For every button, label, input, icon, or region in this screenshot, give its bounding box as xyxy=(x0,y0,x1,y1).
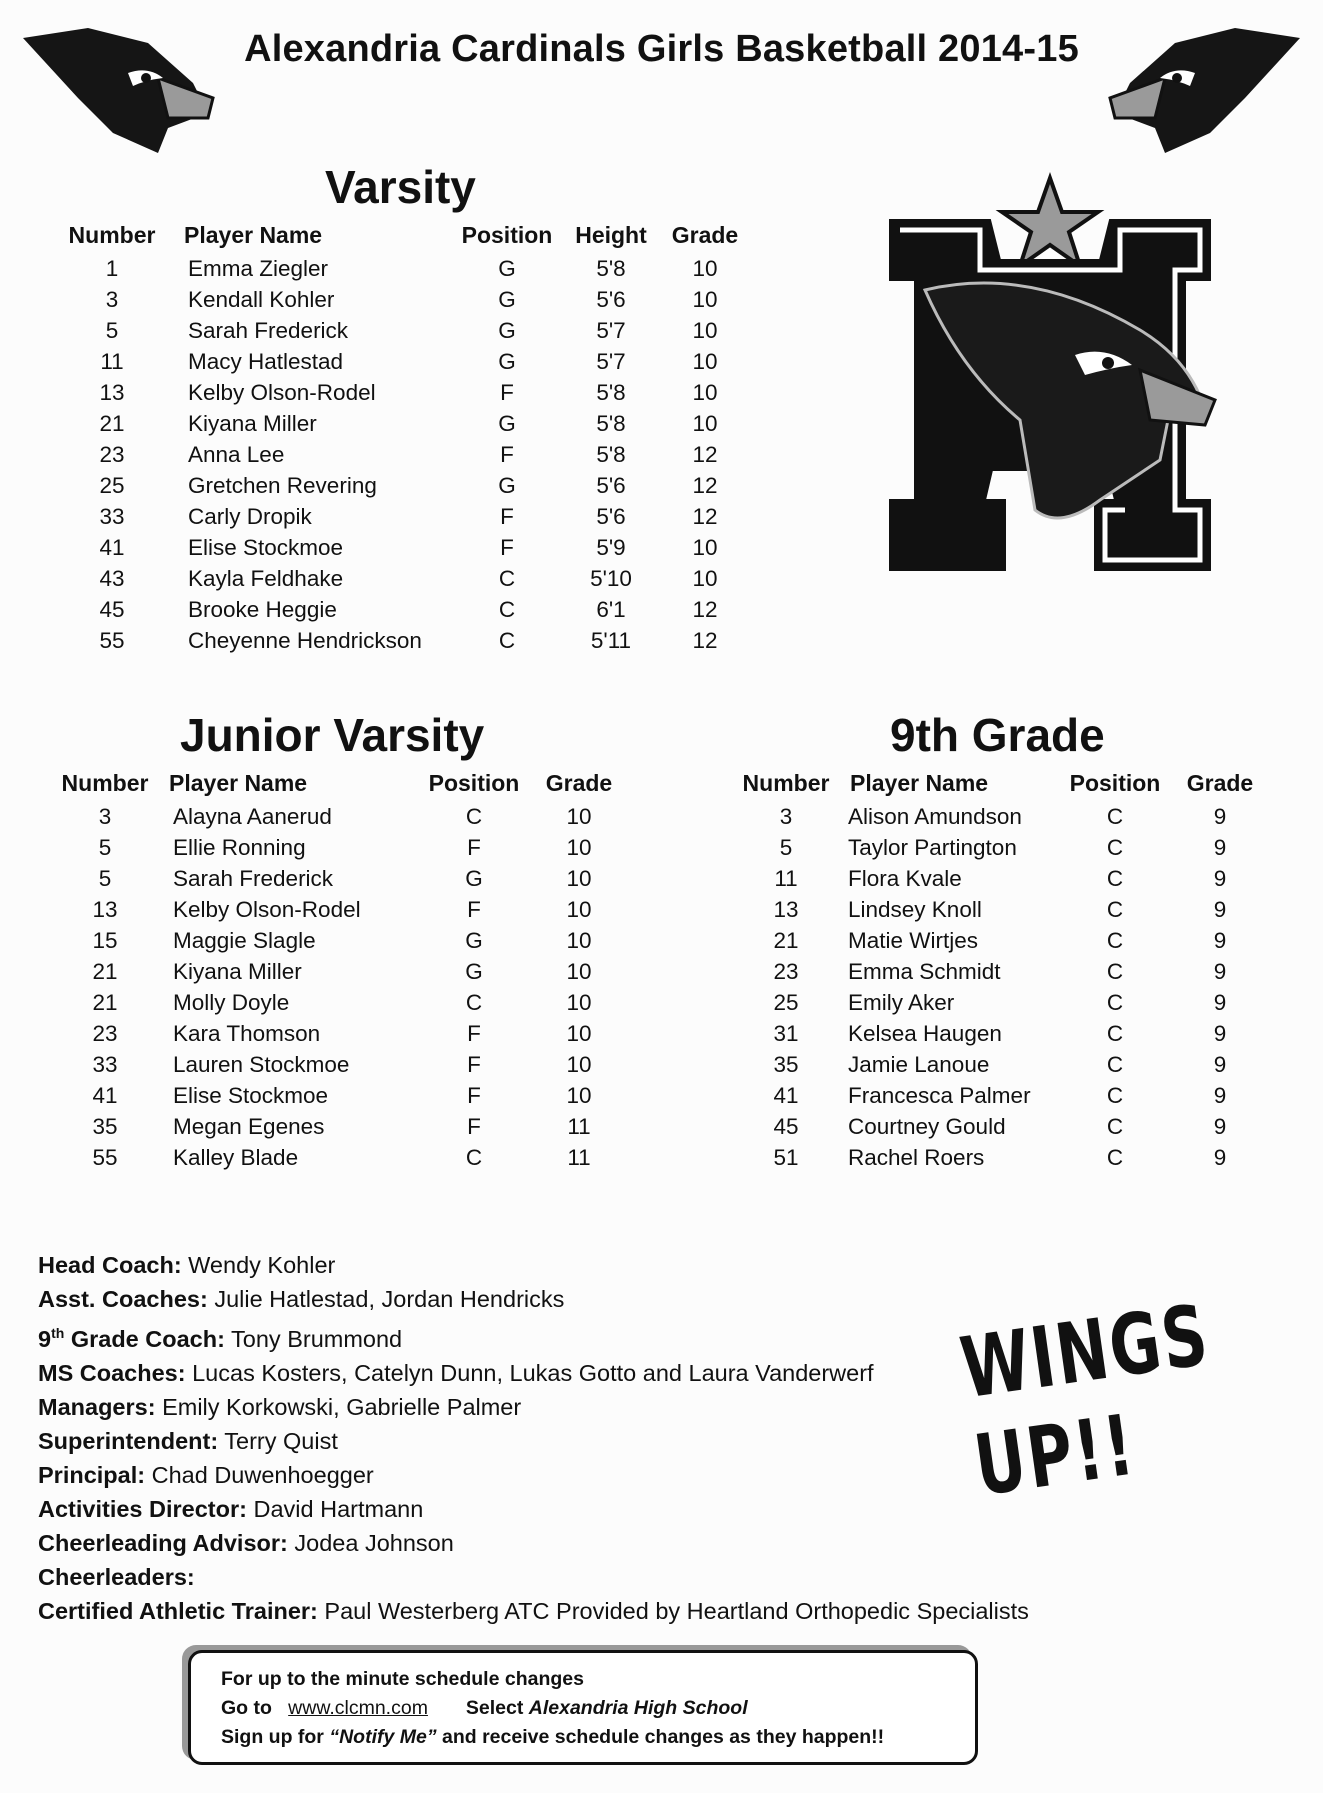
principal-label: Principal: xyxy=(38,1461,146,1488)
player-number: 43 xyxy=(99,565,125,591)
cheer-advisor-label: Cheerleading Advisor: xyxy=(38,1529,288,1556)
player-number: 21 xyxy=(99,410,125,436)
player-grade: 9 xyxy=(1213,989,1227,1015)
player-position: G xyxy=(498,317,516,343)
managers-value: Emily Korkowski, Gabrielle Palmer xyxy=(162,1393,522,1420)
alexandria-a-logo xyxy=(870,170,1230,590)
player-position: F xyxy=(500,379,514,405)
table-row xyxy=(55,832,629,863)
player-grade: 10 xyxy=(692,255,718,281)
table-row xyxy=(55,1142,629,1173)
player-grade: 11 xyxy=(567,1113,591,1139)
player-position: G xyxy=(498,255,516,281)
player-name: Alayna Aanerud xyxy=(173,803,332,829)
player-name: Macy Hatlestad xyxy=(188,348,344,374)
player-name: Emma Schmidt xyxy=(848,958,1001,984)
trainer-value: Paul Westerberg ATC Provided by Heartland Orthopedic Specialists xyxy=(324,1597,1029,1624)
superintendent-value: Terry Quist xyxy=(224,1427,338,1454)
player-grade: 10 xyxy=(566,1051,592,1077)
player-number: 55 xyxy=(99,627,125,653)
player-position: C xyxy=(498,596,516,622)
player-position: C xyxy=(1106,834,1124,860)
player-position: C xyxy=(465,803,483,829)
ms-coaches-value: Lucas Kosters, Catelyn Dunn, Lukas Gotto and Laura Vanderwerf xyxy=(192,1359,874,1386)
notice-line-1: For up to the minute schedule changes xyxy=(221,1668,584,1690)
table-row xyxy=(738,1142,1270,1173)
notice-school-name: Alexandria High School xyxy=(528,1697,748,1719)
player-position: G xyxy=(498,472,516,498)
player-number: 5 xyxy=(98,865,112,891)
player-name: Anna Lee xyxy=(188,441,285,467)
asst-coaches-line xyxy=(38,1282,1029,1316)
cheerleaders-label: Cheerleaders: xyxy=(38,1563,195,1590)
player-number: 31 xyxy=(773,1020,799,1046)
table-row xyxy=(62,501,750,532)
player-position: G xyxy=(498,410,516,436)
table-row xyxy=(55,894,629,925)
table-row xyxy=(62,594,750,625)
table-header-row xyxy=(55,770,629,801)
player-position: C xyxy=(498,627,516,653)
cardinal-logo-left xyxy=(18,18,218,168)
table-row xyxy=(62,408,750,439)
cheerleaders-line xyxy=(38,1560,1029,1594)
superintendent-label: Superintendent: xyxy=(38,1427,219,1454)
player-grade: 10 xyxy=(566,834,592,860)
table-row xyxy=(738,956,1270,987)
player-grade: 10 xyxy=(692,286,718,312)
head-coach-label: Head Coach: xyxy=(38,1252,182,1278)
player-name: Matie Wirtjes xyxy=(848,927,979,953)
column-header-player-name: Player Name xyxy=(169,770,308,796)
player-position: F xyxy=(500,534,514,560)
player-name: Taylor Partington xyxy=(848,834,1017,860)
wings-up-slogan: WINGS UP!! xyxy=(955,1285,1216,1516)
player-grade: 9 xyxy=(1213,1082,1227,1108)
player-grade: 9 xyxy=(1213,1113,1227,1139)
player-height: 5'9 xyxy=(596,534,626,560)
player-position: F xyxy=(467,1020,481,1046)
column-header-grade: Grade xyxy=(545,770,613,796)
player-name: Emily Aker xyxy=(848,989,955,1015)
player-grade: 9 xyxy=(1213,958,1227,984)
player-position: G xyxy=(498,348,516,374)
cheer-advisor-value: Jodea Johnson xyxy=(294,1529,454,1556)
player-grade: 10 xyxy=(692,410,718,436)
player-grade: 9 xyxy=(1213,896,1227,922)
player-grade: 10 xyxy=(566,989,592,1015)
column-header-position: Position xyxy=(1069,770,1161,796)
varsity-roster-table xyxy=(62,222,750,656)
column-header-player-name: Player Name xyxy=(850,770,989,796)
player-number: 35 xyxy=(773,1051,799,1077)
player-number: 3 xyxy=(98,803,112,829)
clcmn-link[interactable]: www.clcmn.com xyxy=(288,1697,428,1719)
player-name: Sarah Frederick xyxy=(173,865,334,891)
table-row xyxy=(738,1049,1270,1080)
managers-label: Managers: xyxy=(38,1393,156,1420)
notice-notify-me: “Notify Me” xyxy=(329,1726,437,1748)
table-row xyxy=(55,1018,629,1049)
player-grade: 12 xyxy=(692,441,718,467)
asst-coaches-label: Asst. Coaches: xyxy=(38,1286,208,1312)
table-row xyxy=(738,1111,1270,1142)
player-grade: 10 xyxy=(566,865,592,891)
table-row xyxy=(55,925,629,956)
notice-goto-text: Go to xyxy=(221,1697,272,1719)
player-height: 5'6 xyxy=(596,503,626,529)
player-name: Elise Stockmoe xyxy=(188,534,344,560)
player-grade: 9 xyxy=(1213,834,1227,860)
table-row xyxy=(55,987,629,1018)
column-header-number: Number xyxy=(742,770,830,796)
player-number: 5 xyxy=(779,834,793,860)
head-coach-value: Wendy Kohler xyxy=(188,1252,336,1278)
player-number: 23 xyxy=(99,441,125,467)
activities-director-label: Activities Director: xyxy=(38,1495,247,1522)
player-number: 33 xyxy=(92,1051,118,1077)
table-row xyxy=(738,1018,1270,1049)
player-height: 5'7 xyxy=(596,317,626,343)
player-name: Sarah Frederick xyxy=(188,317,349,343)
player-name: Elise Stockmoe xyxy=(173,1082,329,1108)
player-grade: 10 xyxy=(566,958,592,984)
player-name: Kiyana Miller xyxy=(173,958,302,984)
ninth-grade-coach-line xyxy=(38,1316,1029,1356)
player-grade: 9 xyxy=(1213,865,1227,891)
column-header-grade: Grade xyxy=(671,222,739,248)
player-grade: 9 xyxy=(1213,927,1227,953)
player-number: 1 xyxy=(105,255,119,281)
player-name: Kalley Blade xyxy=(173,1144,299,1170)
player-grade: 10 xyxy=(692,379,718,405)
player-number: 35 xyxy=(92,1113,118,1139)
player-number: 5 xyxy=(105,317,119,343)
column-header-number: Number xyxy=(68,222,156,248)
asst-coaches-value: Julie Hatlestad, Jordan Hendricks xyxy=(214,1286,565,1312)
table-row xyxy=(738,987,1270,1018)
player-number: 45 xyxy=(773,1113,799,1139)
principal-line xyxy=(38,1458,1029,1492)
player-height: 5'6 xyxy=(596,472,626,498)
table-header-row xyxy=(738,770,1270,801)
column-header-player-name: Player Name xyxy=(184,222,323,248)
managers-line xyxy=(38,1390,1029,1424)
ninth-grade-roster-table xyxy=(738,770,1270,1173)
player-number: 21 xyxy=(92,989,118,1015)
table-row xyxy=(62,470,750,501)
player-number: 3 xyxy=(105,286,119,312)
cardinal-logo-right xyxy=(1105,18,1305,168)
player-name: Kelby Olson-Rodel xyxy=(188,379,376,405)
player-height: 5'11 xyxy=(590,627,632,653)
player-position: F xyxy=(467,834,481,860)
player-number: 15 xyxy=(92,927,118,953)
player-position: F xyxy=(467,1082,481,1108)
player-number: 25 xyxy=(773,989,799,1015)
table-row xyxy=(738,1080,1270,1111)
player-name: Rachel Roers xyxy=(848,1144,985,1170)
player-position: F xyxy=(467,896,481,922)
player-name: Courtney Gould xyxy=(848,1113,1006,1139)
player-name: Flora Kvale xyxy=(848,865,962,891)
player-number: 11 xyxy=(100,348,124,374)
player-position: C xyxy=(1106,927,1124,953)
player-height: 5'8 xyxy=(596,441,626,467)
player-position: C xyxy=(1106,896,1124,922)
page-title: Alexandria Cardinals Girls Basketball 2014-15 xyxy=(244,28,1079,70)
player-position: G xyxy=(465,927,483,953)
player-name: Kendall Kohler xyxy=(188,286,335,312)
player-position: C xyxy=(1106,1020,1124,1046)
player-grade: 10 xyxy=(566,803,592,829)
player-grade: 12 xyxy=(692,627,718,653)
player-number: 25 xyxy=(99,472,125,498)
table-row xyxy=(62,284,750,315)
player-name: Kelby Olson-Rodel xyxy=(173,896,361,922)
column-header-number: Number xyxy=(61,770,149,796)
superintendent-line xyxy=(38,1424,1029,1458)
table-row xyxy=(62,315,750,346)
player-number: 41 xyxy=(92,1082,118,1108)
player-position: C xyxy=(465,989,483,1015)
table-row xyxy=(55,1049,629,1080)
ninth-grade-heading: 9th Grade xyxy=(890,709,1105,761)
player-position: C xyxy=(1106,1051,1124,1077)
varsity-heading: Varsity xyxy=(325,161,476,213)
player-grade: 10 xyxy=(566,896,592,922)
column-header-position: Position xyxy=(461,222,553,248)
table-row xyxy=(738,801,1270,832)
player-height: 5'10 xyxy=(590,565,632,591)
player-grade: 10 xyxy=(692,534,718,560)
player-position: G xyxy=(465,958,483,984)
player-number: 3 xyxy=(779,803,793,829)
table-row xyxy=(738,925,1270,956)
player-position: C xyxy=(498,565,516,591)
player-name: Carly Dropik xyxy=(188,503,312,529)
player-number: 41 xyxy=(773,1082,799,1108)
table-row xyxy=(55,863,629,894)
player-number: 51 xyxy=(773,1144,799,1170)
table-row xyxy=(738,863,1270,894)
player-grade: 11 xyxy=(567,1144,591,1170)
column-header-grade: Grade xyxy=(1186,770,1254,796)
player-name: Emma Ziegler xyxy=(188,255,329,281)
player-grade: 12 xyxy=(692,596,718,622)
player-height: 5'6 xyxy=(596,286,626,312)
player-number: 21 xyxy=(773,927,799,953)
player-position: G xyxy=(465,865,483,891)
notice-line-2 xyxy=(221,1694,945,1723)
player-grade: 10 xyxy=(692,317,718,343)
player-number: 13 xyxy=(92,896,118,922)
column-header-position: Position xyxy=(428,770,520,796)
player-height: 5'8 xyxy=(596,255,626,281)
player-position: F xyxy=(500,503,514,529)
table-row xyxy=(62,563,750,594)
player-grade: 10 xyxy=(566,1082,592,1108)
player-name: Lauren Stockmoe xyxy=(173,1051,350,1077)
player-grade: 10 xyxy=(566,1020,592,1046)
player-name: Megan Egenes xyxy=(173,1113,325,1139)
notice-receive-text: and receive schedule changes as they happen!! xyxy=(442,1726,885,1748)
activities-director-line xyxy=(38,1492,1029,1526)
notice-select-text: Select xyxy=(465,1697,524,1719)
player-height: 5'8 xyxy=(596,379,626,405)
head-coach-line xyxy=(38,1248,1029,1282)
player-grade: 9 xyxy=(1213,1051,1227,1077)
player-name: Alison Amundson xyxy=(848,803,1022,829)
notice-signup-text: Sign up for xyxy=(221,1726,324,1748)
principal-value: Chad Duwenhoegger xyxy=(151,1461,374,1488)
player-number: 13 xyxy=(99,379,125,405)
player-position: C xyxy=(1106,958,1124,984)
player-number: 55 xyxy=(92,1144,118,1170)
player-position: C xyxy=(1106,865,1124,891)
activities-director-value: David Hartmann xyxy=(253,1495,424,1522)
ninth-grade-coach-value: Tony Brummond xyxy=(231,1325,403,1352)
player-grade: 10 xyxy=(566,927,592,953)
player-number: 45 xyxy=(99,596,125,622)
player-name: Francesca Palmer xyxy=(848,1082,1031,1108)
player-grade: 12 xyxy=(692,503,718,529)
table-row xyxy=(55,956,629,987)
trainer-line xyxy=(38,1594,1029,1628)
player-position: F xyxy=(500,441,514,467)
schedule-notice-box xyxy=(188,1650,978,1765)
table-row xyxy=(55,1080,629,1111)
ms-coaches-label: MS Coaches: xyxy=(38,1359,186,1386)
player-height: 6'1 xyxy=(596,596,626,622)
player-name: Jamie Lanoue xyxy=(848,1051,990,1077)
table-row xyxy=(62,377,750,408)
player-height: 5'8 xyxy=(596,410,626,436)
table-row xyxy=(62,253,750,284)
player-position: C xyxy=(1106,989,1124,1015)
player-name: Maggie Slagle xyxy=(173,927,316,953)
table-row xyxy=(738,832,1270,863)
player-position: C xyxy=(1106,803,1124,829)
player-position: C xyxy=(1106,1082,1124,1108)
player-name: Kayla Feldhake xyxy=(188,565,344,591)
table-row xyxy=(55,801,629,832)
notice-line-3 xyxy=(221,1723,945,1752)
player-name: Kara Thomson xyxy=(173,1020,321,1046)
ms-coaches-line xyxy=(38,1356,1029,1390)
junior-varsity-heading: Junior Varsity xyxy=(180,709,485,761)
table-row xyxy=(62,439,750,470)
player-position: F xyxy=(467,1051,481,1077)
player-name: Kiyana Miller xyxy=(188,410,317,436)
player-number: 21 xyxy=(92,958,118,984)
player-position: C xyxy=(1106,1113,1124,1139)
player-grade: 10 xyxy=(692,565,718,591)
player-position: C xyxy=(465,1144,483,1170)
player-name: Brooke Heggie xyxy=(188,596,337,622)
table-row xyxy=(55,1111,629,1142)
player-number: 41 xyxy=(99,534,125,560)
player-grade: 10 xyxy=(692,348,718,374)
player-number: 23 xyxy=(92,1020,118,1046)
player-number: 5 xyxy=(98,834,112,860)
player-number: 33 xyxy=(99,503,125,529)
player-grade: 9 xyxy=(1213,1144,1227,1170)
table-row xyxy=(62,346,750,377)
player-grade: 12 xyxy=(692,472,718,498)
player-name: Kelsea Haugen xyxy=(848,1020,1002,1046)
player-name: Ellie Ronning xyxy=(173,834,306,860)
player-grade: 9 xyxy=(1213,1020,1227,1046)
table-row xyxy=(738,894,1270,925)
table-header-row xyxy=(62,222,750,253)
cheer-advisor-line xyxy=(38,1526,1029,1560)
junior-varsity-roster-table xyxy=(55,770,629,1173)
player-height: 5'7 xyxy=(596,348,626,374)
player-number: 13 xyxy=(773,896,799,922)
column-header-height: Height xyxy=(575,222,647,248)
staff-list xyxy=(38,1248,1029,1628)
player-position: F xyxy=(467,1113,481,1139)
player-name: Molly Doyle xyxy=(173,989,290,1015)
table-row xyxy=(62,625,750,656)
trainer-label: Certified Athletic Trainer: xyxy=(38,1597,318,1624)
player-name: Cheyenne Hendrickson xyxy=(188,627,422,653)
player-number: 23 xyxy=(773,958,799,984)
player-grade: 9 xyxy=(1213,803,1227,829)
table-row xyxy=(62,532,750,563)
player-position: G xyxy=(498,286,516,312)
player-number: 11 xyxy=(774,865,798,891)
player-position: C xyxy=(1106,1144,1124,1170)
player-name: Lindsey Knoll xyxy=(848,896,982,922)
player-name: Gretchen Revering xyxy=(188,472,377,498)
ninth-grade-coach-label: 9th Grade Coach: xyxy=(38,1325,225,1352)
